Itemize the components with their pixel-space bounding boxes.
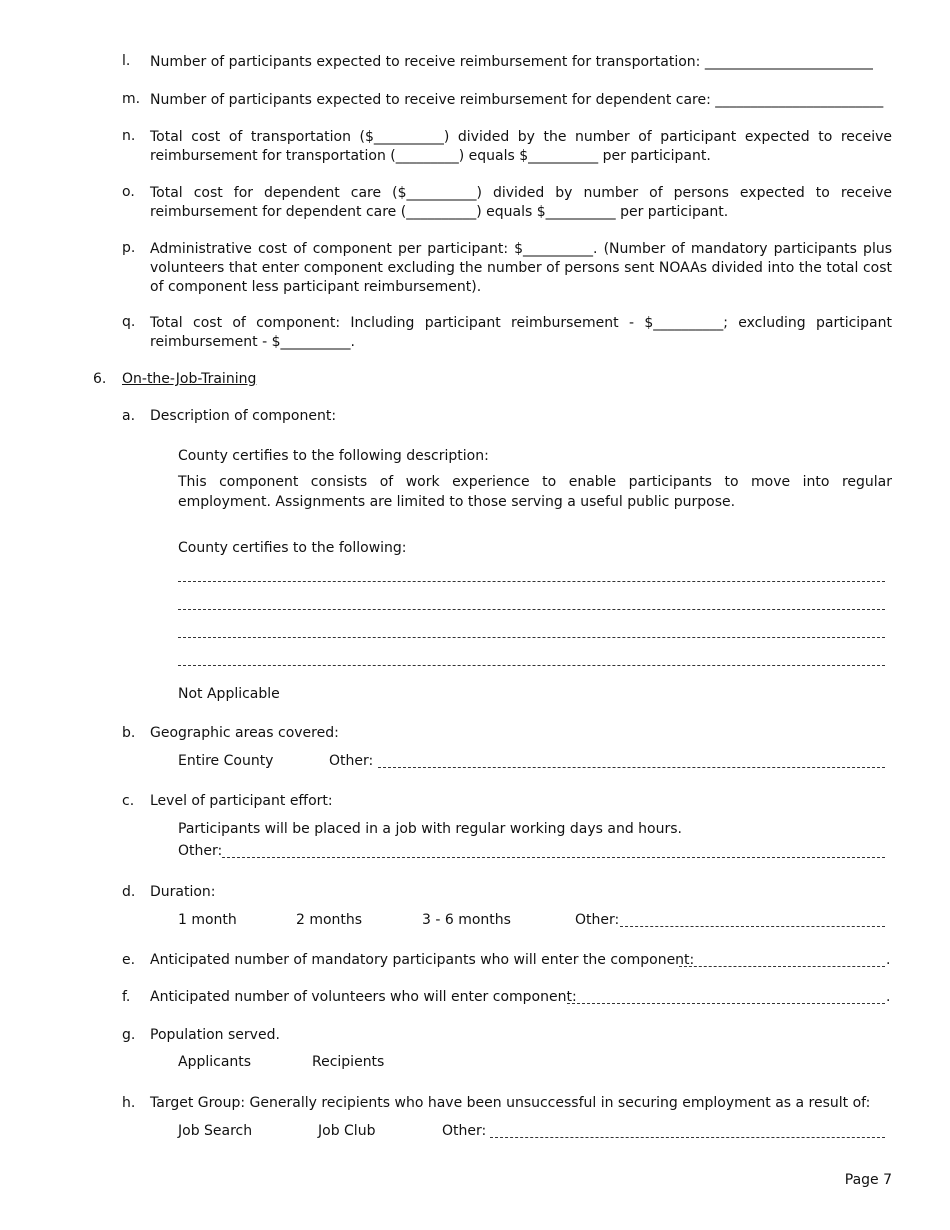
target-other-label: Other: [442,1123,487,1139]
volunteers-field[interactable] [567,991,885,1004]
option-2-months[interactable]: 2 months [296,912,363,928]
item-o-text: Total cost for dependent care ($__________) divided by number of persons expected to receive reimbursement for dependent care (__________) equals $__________ per participant. [150,185,892,220]
item-p-text: Administrative cost of component per participant: $__________. (Number of mandatory participants plus volunteers that enter component excluding the number of persons sent NOAAs divided into the total cost of component less participant reimbursement). [150,241,892,295]
duration-other-field[interactable] [620,914,885,927]
target-other-field[interactable] [490,1125,885,1138]
item-m-text: Number of participants expected to receive reimbursement for dependent care: ________________________ [150,92,884,108]
item-b-letter: b. [122,725,136,741]
component-description: This component consists of work experience to enable participants to move into regular employment. Assignments are limited to those serving a useful public purpose. [178,474,892,510]
item-q-text: Total cost of component: Including participant reimbursement - $__________; excluding participant reimbursement - $__________. [150,315,892,350]
option-3-6-months[interactable]: 3 - 6 months [422,912,511,928]
item-d-letter: d. [122,884,136,900]
option-job-search[interactable]: Job Search [178,1123,253,1139]
item-c-letter: c. [122,793,135,809]
item-d-label: Duration: [150,884,216,900]
item-f-letter: f. [122,989,131,1005]
item-f-period: . [886,989,891,1005]
effort-other-label: Other: [178,843,223,859]
item-m-letter: m. [122,91,141,107]
certify-line-2[interactable] [178,609,885,610]
effort-text: Participants will be placed in a job with regular working days and hours. [178,821,682,837]
item-g-letter: g. [122,1027,136,1043]
duration-other-label: Other: [575,912,620,928]
item-l-letter: l. [122,53,131,69]
item-n-letter: n. [122,128,136,144]
item-o-letter: o. [122,184,135,200]
section-title: On-the-Job-Training [122,371,257,387]
option-job-club[interactable]: Job Club [318,1123,376,1139]
item-l-text: Number of participants expected to receive reimbursement for transportation: ________________________ [150,54,873,70]
page-number: Page 7 [844,1172,892,1188]
item-a-label: Description of component: [150,408,337,424]
item-g-label: Population served. [150,1027,280,1043]
geo-other-label: Other: [329,753,374,769]
item-c-label: Level of participant effort: [150,793,333,809]
certifies-following-label: County certifies to the following: [178,540,407,556]
not-applicable: Not Applicable [178,686,280,702]
geo-other-field[interactable] [378,755,885,768]
item-n-text: Total cost of transportation ($__________) divided by the number of participant expected to receive reimbursement for transportation (_________) equals $__________ per participant. [150,129,892,164]
item-h-label: Target Group: Generally recipients who have been unsuccessful in securing employment as a result of: [150,1095,871,1111]
effort-other-field[interactable] [222,845,885,858]
item-h-letter: h. [122,1095,136,1111]
option-recipients[interactable]: Recipients [312,1054,385,1070]
certifies-description-label: County certifies to the following description: [178,448,489,464]
option-applicants[interactable]: Applicants [178,1054,252,1070]
option-1-month[interactable]: 1 month [178,912,237,928]
item-q-letter: q. [122,314,136,330]
certify-line-1[interactable] [178,581,885,582]
item-e-letter: e. [122,952,136,968]
certify-line-4[interactable] [178,665,885,666]
item-a-letter: a. [122,408,136,424]
item-f-label: Anticipated number of volunteers who will enter component: [150,989,577,1005]
section-number: 6. [93,371,107,387]
certify-line-3[interactable] [178,637,885,638]
mandatory-participants-field[interactable] [679,954,885,967]
item-b-label: Geographic areas covered: [150,725,339,741]
item-e-period: . [886,952,891,968]
item-p-letter: p. [122,240,136,256]
option-entire-county[interactable]: Entire County [178,753,274,769]
item-e-label: Anticipated number of mandatory participants who will enter the component: [150,952,695,968]
